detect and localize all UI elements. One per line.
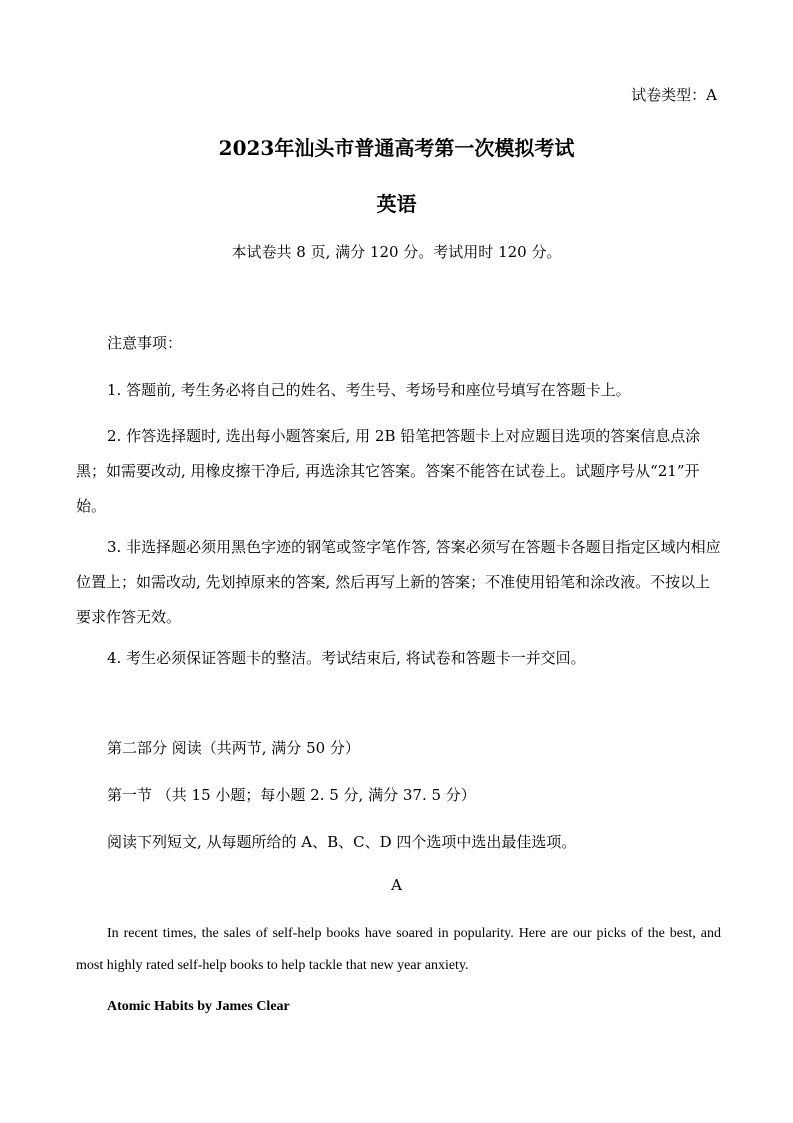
exam-title: 2023年汕头市普通高考第一次模拟考试 [218,136,575,160]
section-part-heading: 第二部分 阅读（共两节, 满分 50 分） [107,739,360,757]
notes-heading: 注意事项： [107,334,183,352]
passage-intro: In recent times, the sales of self-help books have soared in popularity. Here are our picks of the best, and most highly rated self-help books to help tackle that new year anxiety. [76,926,721,973]
note-item-4: 4. 考生必须保证答题卡的整洁。考试结束后, 将试卷和答题卡一并交回。 [107,649,586,667]
subject-title: 英语 [376,192,417,216]
exam-info: 本试卷共 8 页, 满分 120 分。考试用时 120 分。 [231,243,562,261]
section-sub-heading: 第一节 （共 15 小题；每小题 2. 5 分, 满分 37. 5 分） [107,786,476,804]
passage-letter: A [391,876,402,894]
section-instruction: 阅读下列短文, 从每题所给的 A、B、C、D 四个选项中选出最佳选项。 [107,833,577,851]
exam-type-label: 试卷类型：A [631,86,717,104]
note-item-1: 1. 答题前, 考生务必将自己的姓名、考生号、考场号和座位号填写在答题卡上。 [107,381,631,399]
note-item-3: 3. 非选择题必须用黑色字迹的钢笔或签字笔作答, 答案必须写在答题卡各题目指定区域内相应位置上；如需改动, 先划掉原来的答案, 然后再写上新的答案；不准使用铅笔和涂改液。不按以上要求作答无效。 [76,538,721,626]
book-title: Atomic Habits by James Clear [107,999,290,1014]
note-item-2: 2. 作答选择题时, 选出每小题答案后, 用 2B 铅笔把答题卡上对应题目选项的答案信息点涂黑；如需要改动, 用橡皮擦干净后, 再选涂其它答案。答案不能答在试卷上。试题序号从“21”开始。 [76,427,701,515]
